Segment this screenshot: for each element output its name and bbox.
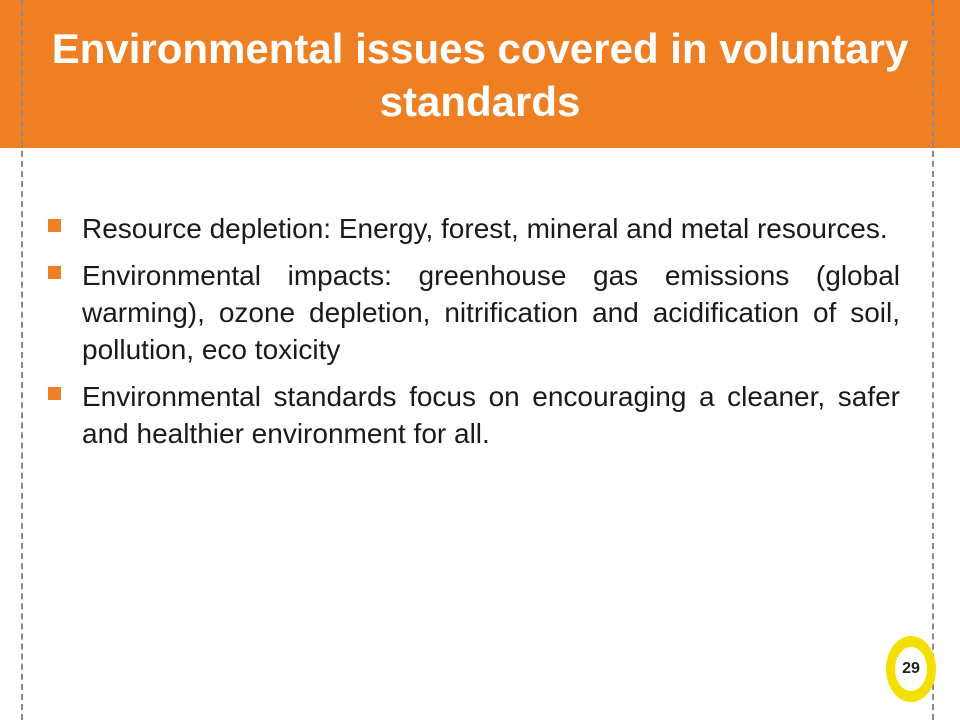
bullet-text: Environmental standards focus on encouraging a cleaner, safer and healthier environment for all. — [82, 381, 900, 449]
slide-title: Environmental issues covered in voluntary standards — [51, 25, 909, 125]
page-number-badge-inner — [895, 647, 927, 691]
page-number: 29 — [902, 660, 920, 677]
bullet-text: Environmental impacts: greenhouse gas emissions (global warming), ozone depletion, nitrification and acidification of soil, pollution, eco toxicity — [82, 260, 900, 365]
left-dashed-border — [21, 0, 23, 720]
bullet-text: Resource depletion: Energy, forest, mineral and metal resources. — [82, 213, 888, 244]
slide-header — [0, 0, 960, 148]
square-bullet-icon — [48, 266, 61, 279]
bullet-item-resource-depletion — [40, 210, 900, 247]
square-bullet-icon — [48, 387, 61, 400]
bullet-item-environmental-standards — [40, 378, 900, 452]
page-number-badge — [886, 636, 936, 702]
right-dashed-border — [932, 0, 934, 720]
bullet-item-environmental-impacts — [40, 257, 900, 368]
bullet-list — [40, 210, 900, 452]
slide-content — [40, 210, 900, 462]
square-bullet-icon — [48, 219, 61, 232]
